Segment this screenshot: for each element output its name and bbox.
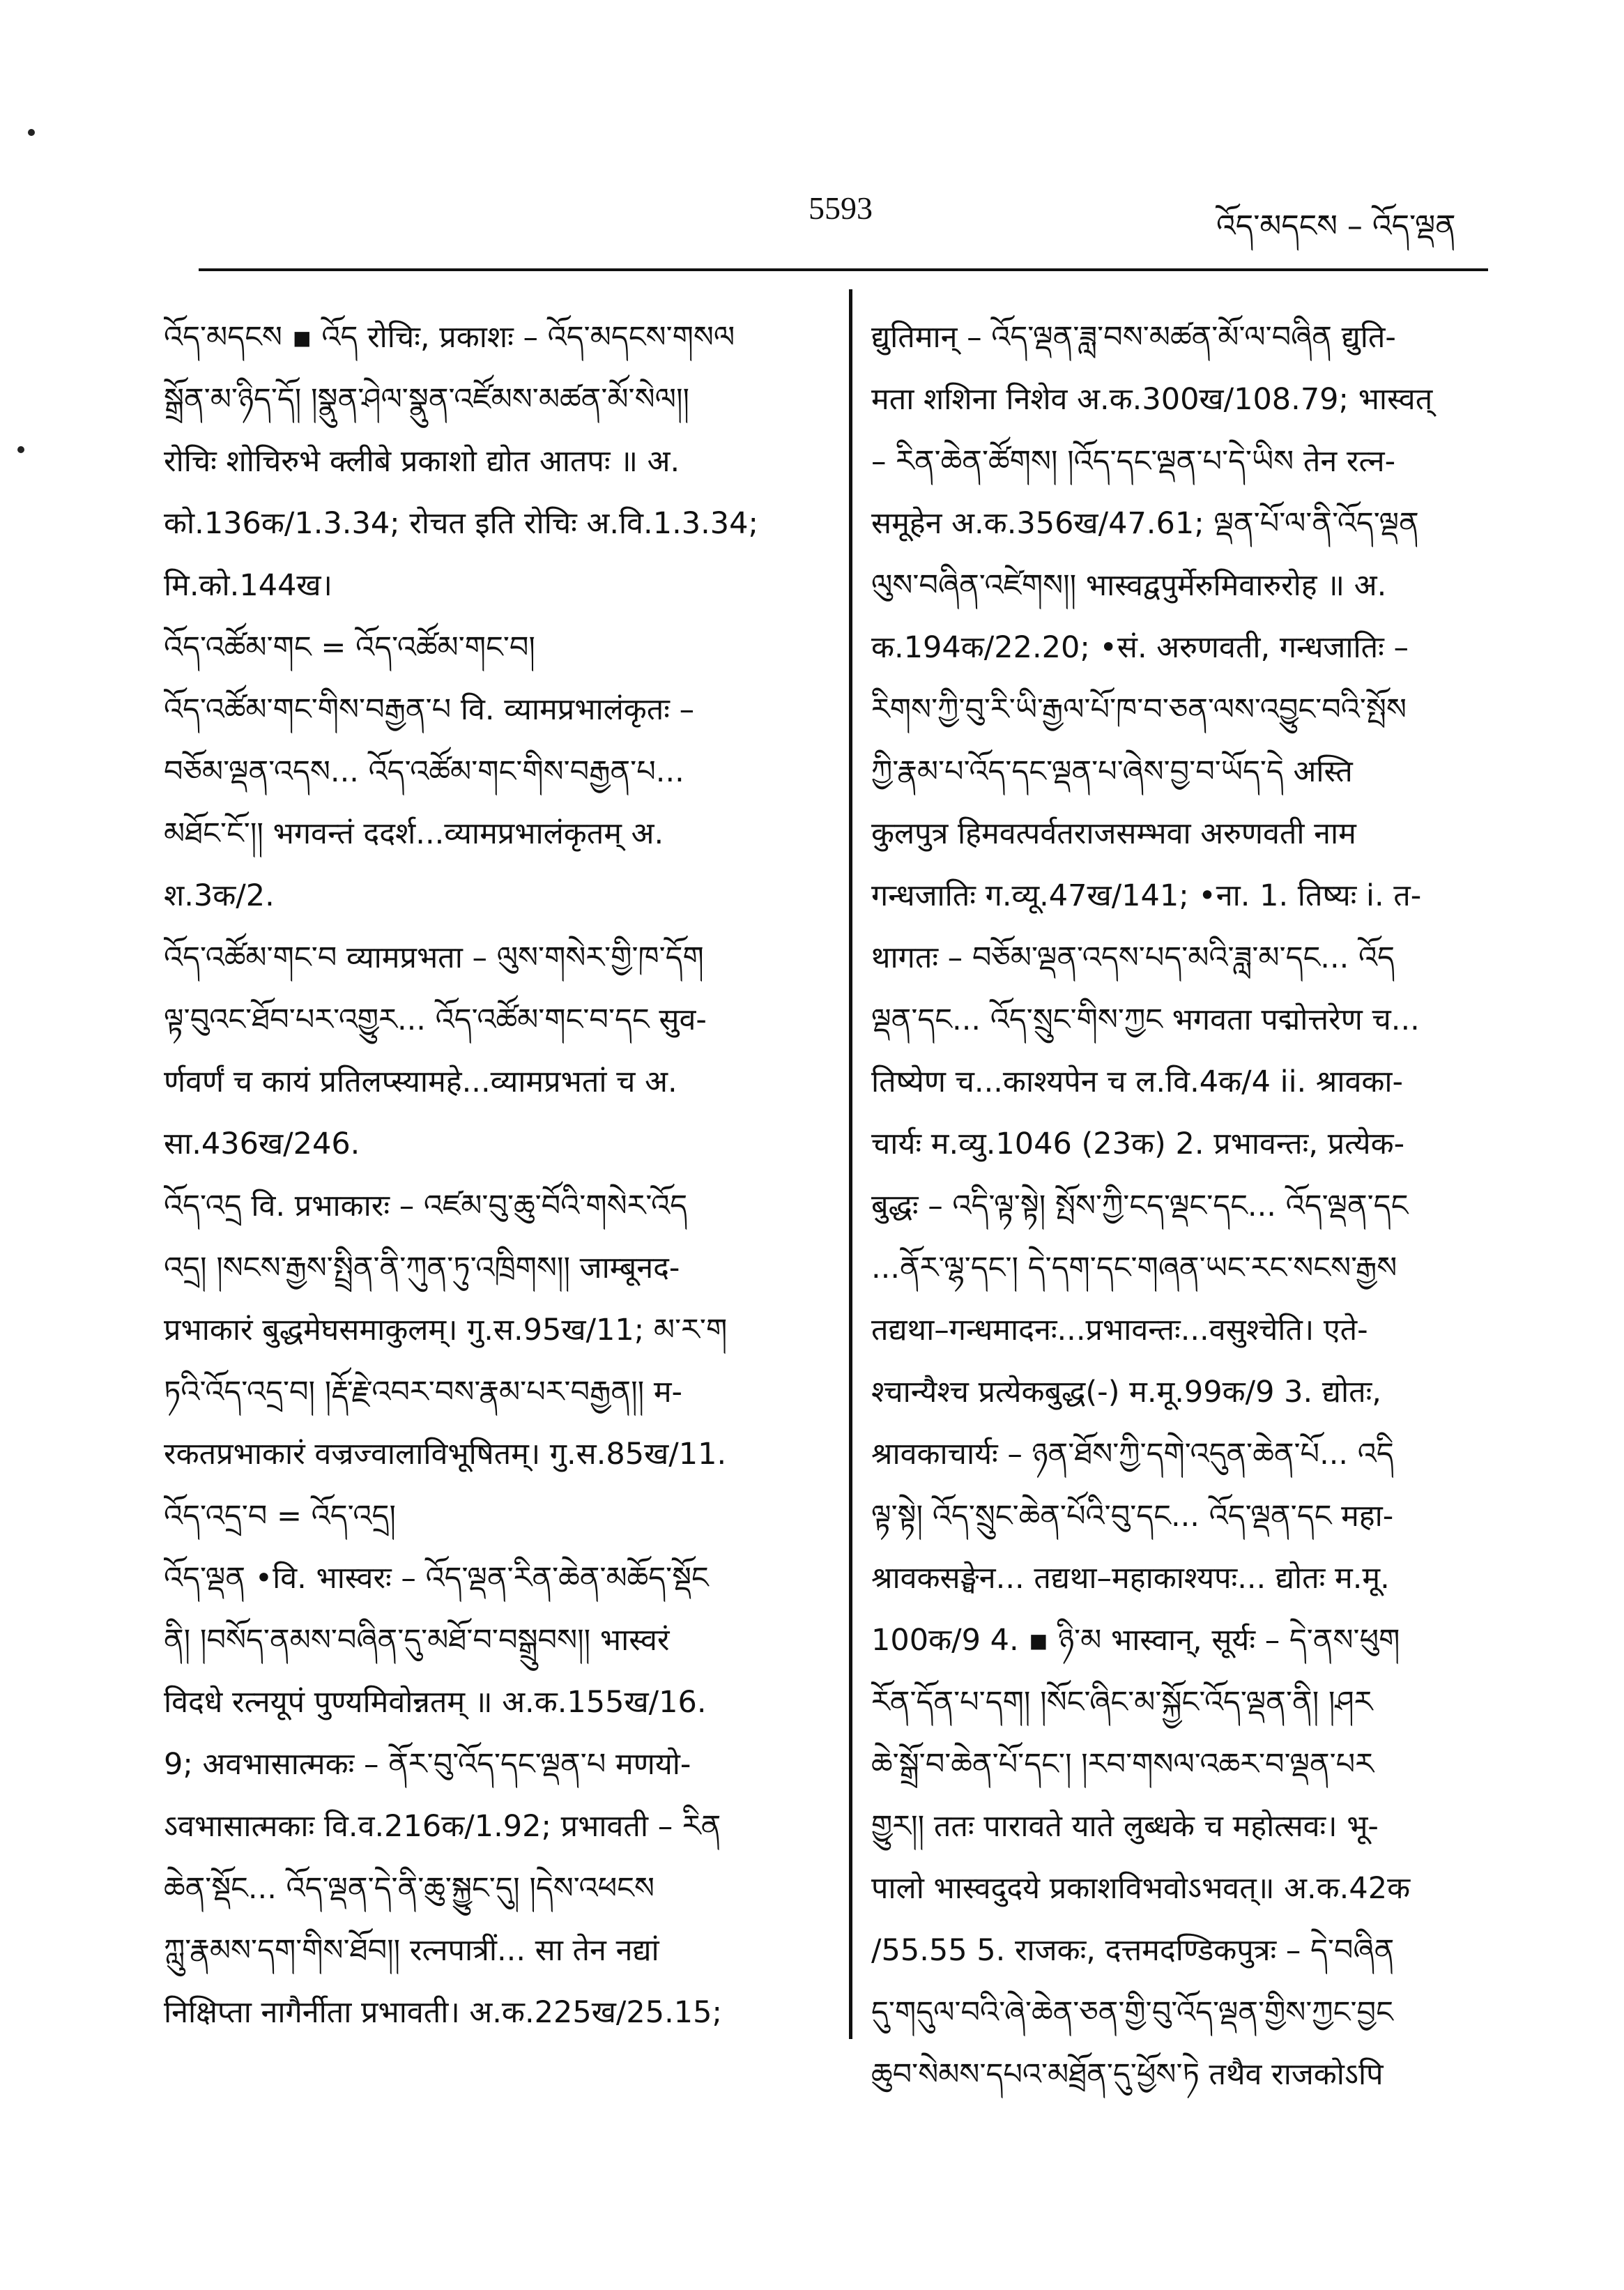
scan-mark-middle bbox=[17, 446, 24, 453]
text-line: पालो भास्वदुदये प्रकाशविभवोऽभवत्॥ अ.क.42क bbox=[871, 1871, 1411, 1906]
text-line: प्रभाकारं बुद्धमेघसमाकुलम्। गु.स.95ख/11; མ་ར་ག bbox=[164, 1313, 728, 1348]
text-line: – རིན་ཆེན་ཚོགས། །འོད་དང་ལྡན་པ་དེ་ཡིས तेन रत्न- bbox=[871, 444, 1396, 479]
text-line: कुलपुत्र हिमवत्पर्वतराजसम्भवा अरुणवती नाम bbox=[871, 816, 1356, 851]
text-line: རིགས་ཀྱི་བུ་རི་ཡི་རྒྱལ་པོ་ཁ་བ་ཅན་ལས་འབྱུང་བའི་སྤོས bbox=[871, 692, 1407, 727]
text-line: चार्यः म.व्यु.1046 (23क) 2. प्रभावन्तः, प्रत्येक- bbox=[871, 1127, 1405, 1161]
text-line: ཀྱི་རྣམ་པ་འོད་དང་ལྡན་པ་ཞེས་བྱ་བ་ཡོད་དེ अस्ति bbox=[871, 754, 1353, 789]
text-line: ཆེ་སྒྲོ་བ་ཆེན་པོ་དང་། །རབ་གསལ་འཆར་བ་ལྡན་པར bbox=[871, 1747, 1374, 1782]
text-line: གྱུར།། ततः पारावते याते लुब्धके च महोत्सवः। भू- bbox=[871, 1809, 1379, 1844]
text-line: रोचिः शोचिरुभे क्लीबे प्रकाशो द्योत आतपः ॥ अ. bbox=[164, 444, 680, 479]
text-line: དུ་གདུལ་བའི་ཞེ་ཆེན་ཅན་གྱི་བུ་འོད་ལྡན་གྱིས་ཀྱང་བྱང bbox=[871, 1995, 1393, 2030]
text-line: समूहेन अ.क.356ख/47.61; ལྡན་པོ་ལ་ནི་འོད་ལྡན bbox=[871, 506, 1419, 541]
text-line: मता शशिना निशेव अ.क.300ख/108.79; भास्वत् bbox=[871, 382, 1433, 417]
text-line: ཆེན་སྡོང... འོད་ལྡན་དེ་ནི་ཆུ་སྐྱུང་དུ། །དེས་འཕངས bbox=[164, 1871, 655, 1906]
headword-line: འོད་འཚོམ་གང་གིས་བརྒྱན་པ वि. व्यामप्रभालंकृतः – bbox=[164, 692, 695, 727]
text-line: /55.55 5. राजकः, दत्तमदण्डिकपुत्रः – དེ་བཞིན bbox=[871, 1933, 1395, 1968]
text-line: ནི། །བསོད་ནམས་བཞིན་དུ་མཐོ་བ་བསྒྲུབས།། भास्वरं bbox=[164, 1623, 670, 1658]
text-line: བཅོམ་ལྡན་འདས... འོད་འཚོམ་གང་གིས་བརྒྱན་པ... bbox=[164, 754, 684, 789]
text-line: 9; अवभासात्मकः – ནོར་བུ་འོད་དང་ལྡན་པ मणयो- bbox=[164, 1747, 691, 1782]
text-line: सा.436ख/246. bbox=[164, 1127, 360, 1161]
right-column bbox=[871, 307, 1526, 2106]
headword-line: འོད་འདྲ वि. प्रभाकारः – འཛམ་བུ་ཆུ་བོའི་གསེར་འོད bbox=[164, 1189, 688, 1223]
text-line: थागतः – བཅོམ་ལྡན་འདས་པད་མའི་ཟླ་མ་དང... འོད bbox=[871, 940, 1395, 975]
text-line: बुद्धः – འདི་ལྟ་སྟེ། སྤོས་ཀྱི་ངད་ལྡང་དང... འོད་ལྡན་དང bbox=[871, 1189, 1409, 1223]
text-line: ལྟ་སྟེ། འོད་སྲུང་ཆེན་པོའི་བུ་དང... འོད་ལྡན་དང महा- bbox=[871, 1499, 1394, 1534]
text-line: श.3क/2. bbox=[164, 878, 275, 913]
running-head: འོད་མདངས – འོད་ལྡན bbox=[1216, 208, 1456, 244]
left-column bbox=[164, 307, 829, 2044]
headword-line: འོད་འཚོམ་གང = འོད་འཚོམ་གང་བ། bbox=[164, 630, 535, 665]
text-line: को.136क/1.3.34; रोचत इति रोचिः अ.वि.1.3.34; bbox=[164, 506, 758, 541]
text-line: तद्यथा–गन्धमादनः...प्रभावन्तः...वसुश्चेति। एते- bbox=[871, 1313, 1368, 1348]
header-rule bbox=[199, 268, 1488, 271]
column-divider bbox=[849, 289, 852, 2039]
text-line: श्चान्यैश्च प्रत्येकबुद्ध(-) म.मू.99क/9 3. द्योतः, bbox=[871, 1375, 1381, 1410]
text-line: निक्षिप्ता नागैर्नीता प्रभावती। अ.क.225ख/25.15; bbox=[164, 1995, 722, 2030]
text-line: श्रावकसङ्घेन... तद्यथा–महाकाश्यपः... द्योतः म.मू. bbox=[871, 1561, 1390, 1596]
text-line: འོད་མདངས ▪ འོད रोचिः, प्रकाशः – འོད་མདངས་གསལ bbox=[164, 320, 735, 355]
text-line: र्णवर्णं च कायं प्रतिलप्स्यामहे...व्यामप्रभतां च अ. bbox=[164, 1064, 677, 1099]
text-line: द्युतिमान् – འོད་ལྡན་ཟླ་བས་མཚན་མོ་ལ་བཞིན द्युति- bbox=[871, 320, 1396, 355]
scan-mark-top bbox=[28, 129, 35, 136]
text-line: ऽवभासात्मकाः वि.व.216क/1.92; प्रभावती – རིན bbox=[164, 1809, 721, 1844]
text-line: तिष्येण च...काश्यपेन च ल.वि.4क/4 ii. श्रावका- bbox=[871, 1064, 1404, 1099]
text-line: ལྡན་དང... འོད་སྲུང་གིས་ཀྱང भगवता पद्मोत्तरेण च... bbox=[871, 1002, 1420, 1037]
headword-line: འོད་འདྲ་བ = འོད་འདྲ། bbox=[164, 1499, 396, 1534]
text-line: ལྟ་བུའང་ཐོབ་པར་འགྱུར... འོད་འཚོམ་གང་བ་དང सुव- bbox=[164, 1002, 707, 1037]
headword-line: འོད་ལྡན •वि. भास्वरः – འོད་ལྡན་རིན་ཆེན་མཆོད་སྡོང bbox=[164, 1561, 709, 1596]
text-line: ...ནོར་ལྷ་དང་། དེ་དག་དང་གཞན་ཡང་རང་སངས་རྒྱས bbox=[871, 1251, 1397, 1285]
text-line: ཏའི་འོད་འདྲ་བ། །རྡོ་རྗེ་འབར་བས་རྣམ་པར་བརྒྱན།། म- bbox=[164, 1375, 683, 1410]
text-line: क.194क/22.20; •सं. अरुणवती, गन्धजातिः – bbox=[871, 630, 1409, 665]
text-line: ལུས་བཞིན་འཛེགས།། भास्वद्वपुर्मेरुमिवारुरोह ॥ अ. bbox=[871, 568, 1387, 603]
text-line: ཀླུ་རྣམས་དག་གིས་ཐོབ།། रत्नपात्रीं... सा तेन नद्यां bbox=[164, 1933, 659, 1968]
text-line: मि.को.144ख। bbox=[164, 568, 332, 603]
text-line: སྒྲོན་མ་ཉིད་དོ། །སྣུན་ཤེལ་སྣུན་འཛོམས་མཚན་མོ་སེལ།། bbox=[164, 382, 690, 417]
text-line: ཆུབ་སེམས་དཔའ་མཐྲོན་དུ་ཕྱོས་ཏེ तथैव राजकोऽपि bbox=[871, 2057, 1384, 2092]
headword-line: འོད་འཚོམ་གང་བ व्यामप्रभता – ལུས་གསེར་གྱི་ཁ་དོག bbox=[164, 940, 704, 975]
text-line: རོན་དོན་པ་དག། །སོང་ཞིང་མ་སྐྱོང་འོད་ལྡན་ནི། །ཤར bbox=[871, 1685, 1373, 1720]
text-line: विदधे रत्नयूपं पुण्यमिवोन्नतम् ॥ अ.क.155ख/16. bbox=[164, 1685, 707, 1720]
text-line: गन्धजातिः ग.व्यू.47ख/141; •ना. 1. तिष्यः i. त- bbox=[871, 878, 1422, 913]
text-line: འདྲ། །སངས་རྒྱས་སྤྲིན་ནི་ཀུན་ཏུ་འཁྲིགས།། जाम्बूनद- bbox=[164, 1251, 680, 1285]
text-line: མཐོང་ངོ་།། भगवन्तं ददर्श...व्यामप्रभालंकृतम् अ. bbox=[164, 816, 664, 851]
text-line: श्रावकाचार्यः – ཉན་ཐོས་ཀྱི་དགེ་འདུན་ཆེན་པོ... འདི bbox=[871, 1437, 1394, 1472]
page-number: 5593 bbox=[809, 190, 873, 226]
text-line: रकतप्रभाकारं वज्रज्वालाविभूषितम्। गु.स.85ख/11. bbox=[164, 1437, 727, 1472]
text-line: 100क/9 4. ▪ ཉི་མ भास्वान्, सूर्यः – དེ་ནས་ཕུག bbox=[871, 1623, 1400, 1658]
